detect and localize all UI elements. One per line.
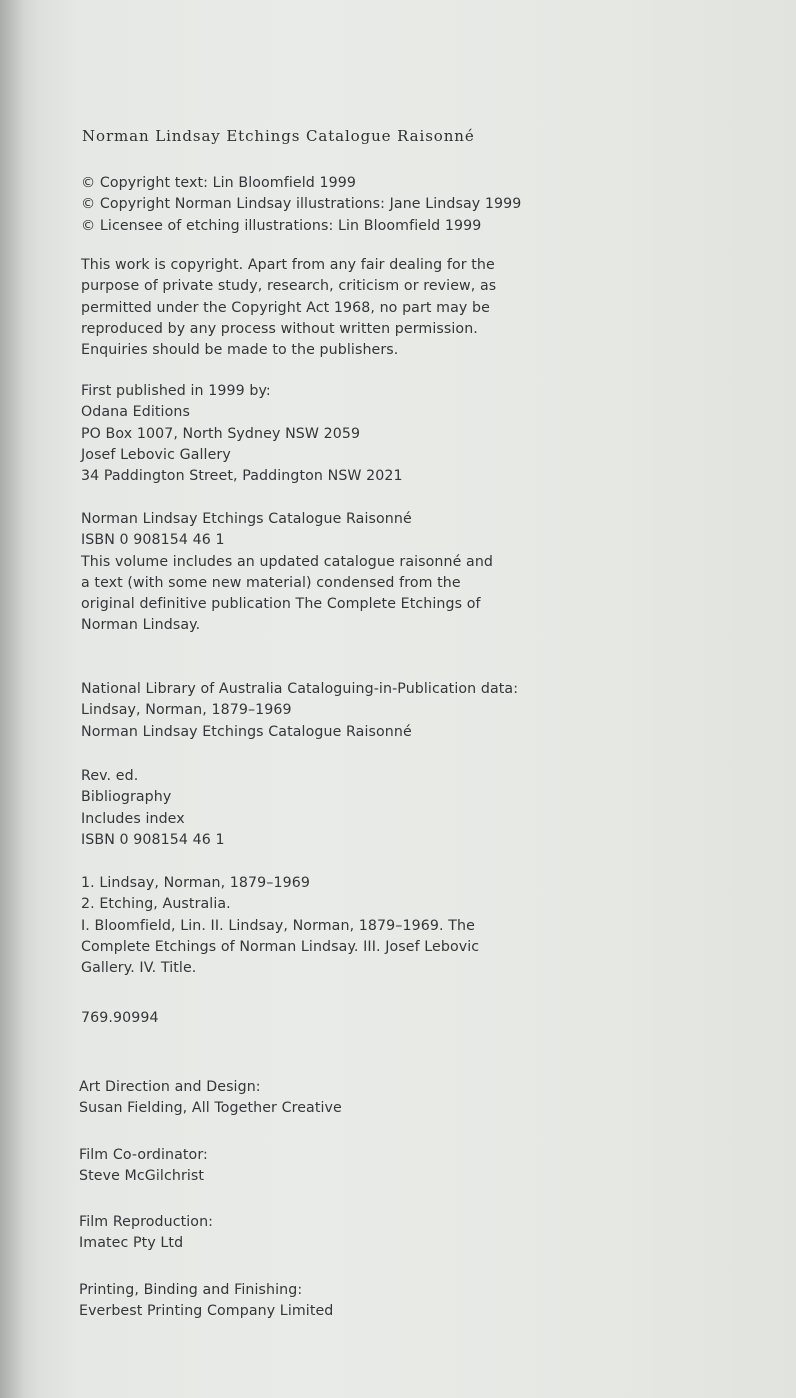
credit-label: Film Reproduction: [79, 1214, 214, 1230]
cip-author: Lindsay, Norman, 1879–1969 [81, 702, 292, 719]
credit-value: Imatec Pty Ltd [79, 1235, 184, 1252]
edition-title: Norman Lindsay Etchings Catalogue Raisonné [81, 511, 412, 527]
copyright-block [81, 173, 521, 237]
licensee-line: © Licensee of etching illustrations: Lin Bloomfield 1999 [81, 217, 482, 234]
copyright-illustrations-line: © Copyright Norman Lindsay illustrations: Jane Lindsay 1999 [81, 196, 522, 213]
film-coordinator-credit [79, 1145, 208, 1188]
cip-heading: National Library of Australia Cataloguing-in-Publication data: [81, 681, 519, 697]
publisher-address: PO Box 1007, North Sydney NSW 2059 [81, 425, 361, 442]
edition-note-line: original definitive publication The Complete Etchings of [81, 596, 481, 613]
copyright-notice [81, 255, 496, 361]
subject-line: I. Bloomfield, Lin. II. Lindsay, Norman, 1879–1969. The [81, 917, 475, 934]
cip-title: Norman Lindsay Etchings Catalogue Raisonné [81, 723, 412, 740]
credit-value: Steve McGilchrist [79, 1168, 205, 1185]
edition-note-line: Norman Lindsay. [81, 617, 201, 634]
art-direction-credit [79, 1077, 342, 1120]
notice-line: Enquiries should be made to the publishers. [81, 342, 399, 359]
gallery-address: 34 Paddington Street, Paddington NSW 2021 [81, 468, 403, 485]
edition-block [81, 509, 493, 637]
notice-line: reproduced by any process without written permission. [81, 320, 478, 337]
publisher-name: Odana Editions [81, 404, 190, 421]
credit-label: Printing, Binding and Finishing: [79, 1282, 303, 1298]
gallery-name: Josef Lebovic Gallery [81, 446, 231, 463]
edition-note-line: a text (with some new material) condensed from the [81, 574, 461, 591]
publisher-block [81, 381, 403, 487]
subject-line: Gallery. IV. Title. [81, 960, 197, 977]
first-published-line: First published in 1999 by: [81, 383, 271, 399]
credit-value: Susan Fielding, All Together Creative [79, 1100, 342, 1117]
edition-note-line: This volume includes an updated catalogue raisonné and [81, 553, 494, 570]
credit-label: Art Direction and Design: [79, 1079, 261, 1095]
notice-line: This work is copyright. Apart from any fair dealing for the [81, 257, 495, 273]
page-edge-shadow [0, 0, 40, 1398]
details-block [81, 766, 225, 851]
film-reproduction-credit [79, 1212, 213, 1255]
detail-line: Rev. ed. [81, 768, 139, 784]
detail-line: Bibliography [81, 789, 172, 806]
subject-line: 2. Etching, Australia. [81, 896, 231, 913]
detail-line: Includes index [81, 810, 185, 827]
dewey-number: 769.90994 [81, 1010, 159, 1026]
dewey-block [81, 1008, 159, 1029]
notice-line: permitted under the Copyright Act 1968, no part may be [81, 299, 490, 316]
isbn-line: ISBN 0 908154 46 1 [81, 532, 225, 549]
subject-line: 1. Lindsay, Norman, 1879–1969 [81, 875, 310, 891]
notice-line: purpose of private study, research, criticism or review, as [81, 278, 497, 295]
detail-isbn: ISBN 0 908154 46 1 [81, 831, 225, 848]
subject-line: Complete Etchings of Norman Lindsay. III. Josef Lebovic [81, 938, 480, 955]
subjects-block [81, 873, 479, 979]
cip-block [81, 679, 518, 743]
credit-label: Film Co-ordinator: [79, 1147, 208, 1163]
copyright-text-line: © Copyright text: Lin Bloomfield 1999 [81, 175, 356, 191]
book-title: Norman Lindsay Etchings Catalogue Raisonné [82, 127, 475, 145]
printing-credit [79, 1280, 333, 1323]
credit-value: Everbest Printing Company Limited [79, 1303, 334, 1320]
